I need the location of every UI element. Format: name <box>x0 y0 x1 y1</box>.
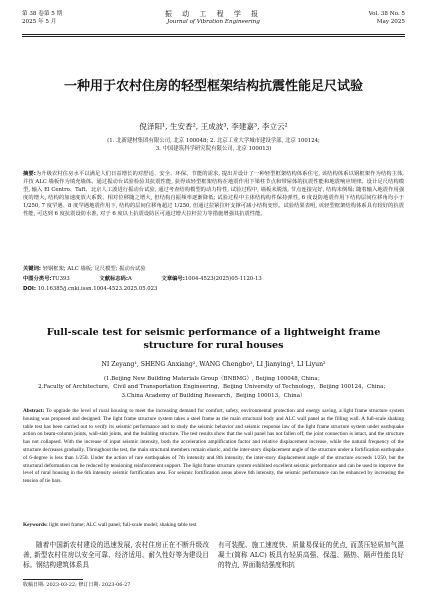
running-header <box>22 10 405 32</box>
abstract-cn-text: 为升级农村住房水平以满足人们日益增长的对舒适、安全、环保、节能的需求, 提出并设计了一种轻型框架结构体系住宅, 该结构体系以钢框架作为结构主体, 并技 ALC 墙板作为填充墙体。通过振动台试验检验其抗震性能, 获得该轻型框架结构在地震作用下梁柱节点和带屋体的抗震性能和地震响应规律。设计足尺结构模型, 输入 El Centro、Taft、北京人工波进行振动台试验, 通过考查结构模型的动力特性, 试验过程中, 墙板未脱落, 节点连接完好, 结构未倒塌; 随着输入地震作用强度的增大, 结构的加速度放大系数、相对位移随之增大, 但结构自振频率逐渐降低; 试验过程中主体结构构件保持弹性, 6 度设防地震作用下结构层间位移角均小于 1/250, 7 度罕遇、8 度罕遇地震作用下, 结构的层间位移角超过 1/250, 但通过拉紧拉杆支撑可减小结构变形。试验结果表明, 该轻型框架结构体系具有较好的抗震性能, 可达到 6 度抗震设防水准, 对于 6 度以上抗震设防区可通过增大拉杆拉力等措施增强其抗震性能。 <box>23 171 404 217</box>
clc-number <box>23 276 84 282</box>
clc-value: TU393 <box>51 276 70 282</box>
header-divider <box>22 34 405 37</box>
abstract-cn <box>23 171 404 218</box>
doc-code-value: A <box>128 276 132 282</box>
body-column-left <box>23 540 209 571</box>
abstract-en <box>23 408 404 486</box>
footnote-divider <box>23 579 83 580</box>
affiliation-line: (1. 北新建材集团有限公司, 北京 100048; 2. 北京工业大学城市建设学部, 北京 100124; <box>107 138 320 144</box>
doi-value[interactable]: 10.16385/j.cnki.issn.1004-4523.2025.05.023 <box>37 286 158 292</box>
document-code <box>99 276 145 282</box>
article-number <box>162 276 276 282</box>
article-number-value: 1004-4523(2025)05-1120-13 <box>184 276 262 282</box>
affiliation-line: 3.China Academy of Building Research，Beijing 100013，China） <box>121 392 306 399</box>
abstract-cn-label: 摘要: <box>23 171 36 177</box>
affiliation-line: 2.Faculty of Architecture，Civil and Transportation Engineering，Beijing University of Technology，Beijing 100124，China； <box>38 384 389 391</box>
authors-cn: 倪泽阳¹, 生安香², 王成波³, 李建嘉³, 李立云² <box>139 122 288 131</box>
volume-en: Vol. 38 No. 5 <box>368 11 405 17</box>
date-cn: 2025 年 5 月 <box>22 19 57 25</box>
date-en: May 2025 <box>376 19 405 25</box>
doi-line <box>23 285 404 293</box>
article-title-en: Full-scale test for seismic performance of a lightweight frame structure for rural houses <box>46 327 381 351</box>
keywords-cn-label: 关键词: <box>23 266 42 272</box>
keywords-en-text: light steel frame; ALC wall panel; full-scale model; shaking table test <box>49 522 197 528</box>
keywords-en <box>23 521 404 529</box>
article-title-cn: 一种用于农村住房的轻型框架结构抗震性能足尺试验 <box>63 79 363 94</box>
doi-label: DOI: <box>23 286 36 292</box>
affiliations-en <box>30 375 397 400</box>
keywords-en-label: Keywords: <box>23 522 48 528</box>
classification-row <box>23 275 404 283</box>
volume-cn: 第 38 卷第 5 期 <box>22 11 63 17</box>
clc-label: 中图分类号: <box>23 276 52 282</box>
authors-en: NI Zeyang¹, SHENG Anxiang², WANG Chengbo³, LI Jianying³, LI Liyun² <box>101 361 326 368</box>
doc-code-label: 文献标志码: <box>99 276 129 282</box>
journal-title-en: Journal of Vibration Engineering <box>167 19 260 25</box>
journal-title-cn: 振 动 工 程 学 报 <box>164 10 263 18</box>
body-column-right <box>218 540 404 571</box>
received-date-footnote: 收稿日期: 2023-03-22; 修订日期: 2023-06-27 <box>23 582 131 588</box>
keywords-cn <box>23 265 404 273</box>
affiliation-line: (1.Beijing New Building Materials Group（BNBMG）, Beijing 100048, China； <box>103 376 324 382</box>
affiliations-cn <box>30 137 397 153</box>
abstract-en-label: Abstract: <box>23 408 45 414</box>
affiliation-line: 3. 中国建筑科学研究院有限公司, 北京 100013) <box>155 146 272 152</box>
header-center <box>22 10 405 26</box>
body-paragraph: 随着中国新农村建设的迅速发展, 农村住房正在不断升级改善, 新型农村住房以安全可靠、经济适用、耐久性好等为建设目标。钢结构建筑体系具 <box>23 541 209 570</box>
abstract-en-text: To upgrade the level of rural housing to meet the increasing demand for comfort, safety, environmental protection and energy saving, a light frame structure system housing was proposed and designed. The light frame structure system takes a steel frame as the main structural body and ALC wall panel as the filling wall. A full-scale shaking table test has been carried out to verify its seismic performance and to study the seismic behavior and seismic response law of the light frame structure system under earthquake action on beam-column joints, wall-slab joints, and the building structure. The test results show that the wall panel has not fallen off, the joint connection is intact, and the structure has not collapsed. With the increase of input seismic intensity, both the acceleration amplification factor and relative displacement increase, while the natural frequency of the structure decreases gradually. Throughout the test, the main structural members remain elastic, and the inter-story displacement angle of the structure under a fortification earthquake of 6-degree is less than 1/250. Under the action of rare earthquakes of 7th intensity and 8th intensity, the inter-story displacement angle of the structure exceeds 1/250, but the structural deformation can be reduced by tensioning reinforcement support. The light frame structure system exhibited excellent seismic performance and can be used to improve the level of rural housing in the 6th intensity seismic fortification area. For seismic fortification areas above 6th intensity, the seismic performance can be enhanced by increasing the tension of tie bars. <box>23 408 404 485</box>
header-right <box>369 10 405 26</box>
article-number-label: 文章编号: <box>161 276 185 282</box>
keywords-cn-text: 轻钢框架; ALC 墙板; 足尺模型; 振动台试验 <box>42 266 146 272</box>
body-paragraph: 有可装配、施工速度快、质量易保证的优点, 而蒸压轻质加气混凝土(简称 ALC) 板具有轻质高强、保温、隔热、隔声性能良好的特点, 界面黏结强度和抗 <box>218 541 404 570</box>
